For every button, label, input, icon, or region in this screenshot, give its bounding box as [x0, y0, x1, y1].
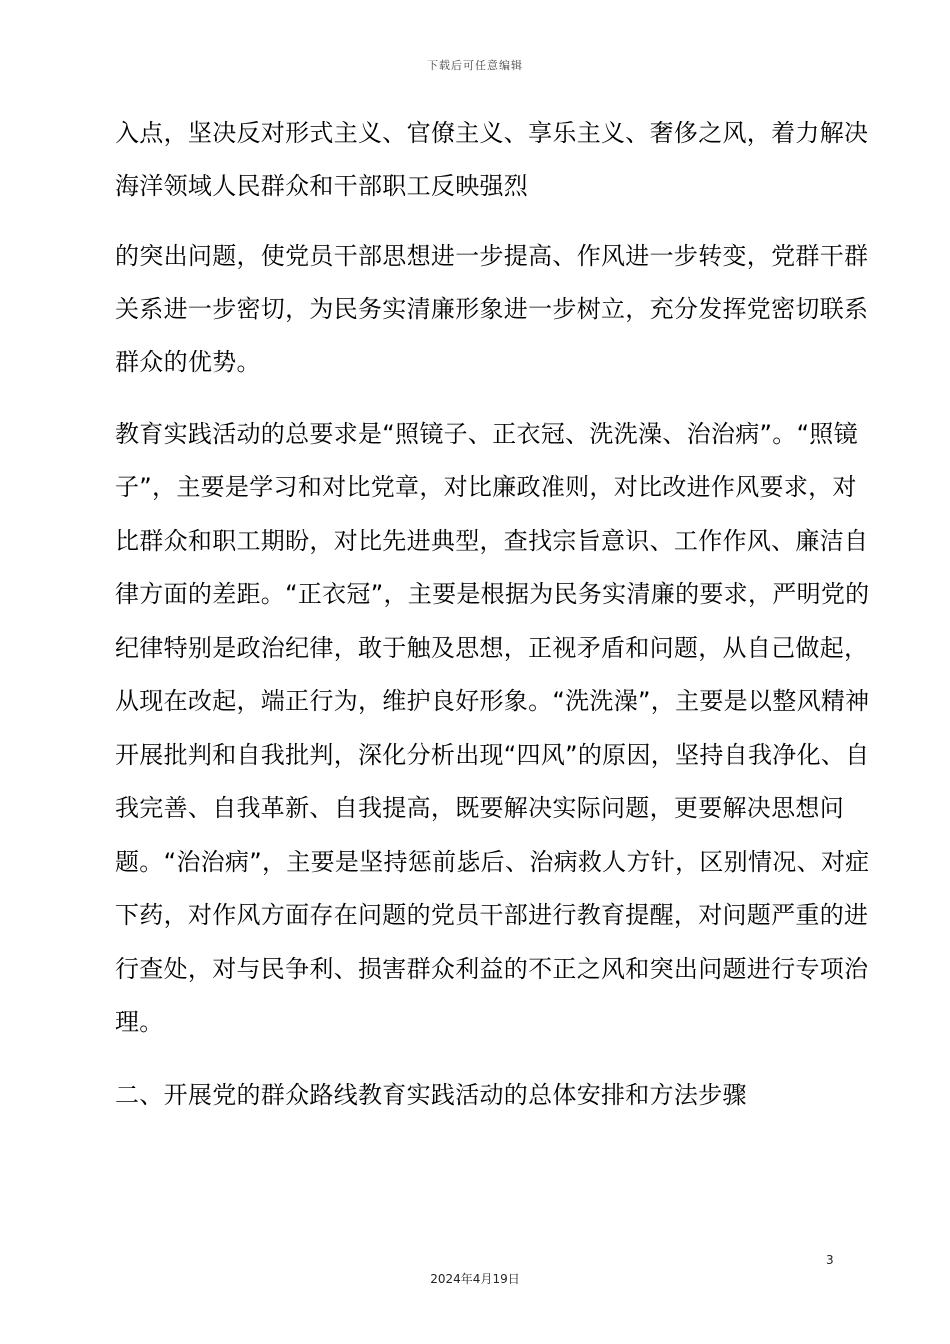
header-note: 下载后可任意编辑 — [427, 59, 523, 72]
paragraph-line: 群众的优势。 — [115, 348, 261, 376]
paragraph-line: 律方面的差距。“正衣冠”，主要是根据为民务实清廉的要求，严明党的 — [115, 580, 870, 608]
section-heading: 二、开展党的群众路线教育实践活动的总体安排和方法步骤 — [115, 1081, 747, 1109]
footer-date: 2024年4月19日 — [430, 1272, 520, 1286]
paragraph-line: 行查处，对与民争利、损害群众利益的不正之风和突出问题进行专项治 — [115, 955, 869, 983]
paragraph-line: 入点，坚决反对形式主义、官僚主义、享乐主义、奢侈之风，着力解决 — [115, 119, 869, 147]
page-number: 3 — [826, 1253, 834, 1267]
paragraph-line: 开展批判和自我批判，深化分析出现“四风”的原因，坚持自我净化、自 — [115, 741, 870, 769]
paragraph-line: 从现在改起，端正行为，维护良好形象。“洗洗澡”，主要是以整风精神 — [115, 687, 870, 715]
paragraph-line: 关系进一步密切，为民务实清廉形象进一步树立，充分发挥党密切联系 — [115, 295, 869, 323]
paragraph-line: 子”，主要是学习和对比党章，对比廉政准则，对比改进作风要求，对 — [115, 473, 857, 501]
paragraph-line: 教育实践活动的总要求是“照镜子、正衣冠、洗洗澡、治治病”。“照镜 — [115, 420, 858, 448]
paragraph-line: 比群众和职工期盼，对比先进典型，查找宗旨意识、工作作风、廉洁自 — [115, 527, 869, 555]
paragraph-line: 的突出问题，使党员干部思想进一步提高、作风进一步转变，党群干群 — [115, 242, 869, 270]
paragraph-line: 纪律特别是政治纪律，敢于触及思想，正视矛盾和问题，从自己做起， — [115, 634, 869, 662]
paragraph-line: 海洋领域人民群众和干部职工反映强烈 — [115, 172, 529, 200]
paragraph-line: 题。“治治病”，主要是坚持惩前毖后、治病救人方针，区别情况、对症 — [115, 848, 870, 876]
paragraph-line: 下药，对作风方面存在问题的党员干部进行教育提醒，对问题严重的进 — [115, 901, 869, 929]
paragraph-line: 我完善、自我革新、自我提高，既要解决实际问题，更要解决思想问 — [115, 794, 844, 822]
paragraph-line: 理。 — [115, 1008, 164, 1036]
